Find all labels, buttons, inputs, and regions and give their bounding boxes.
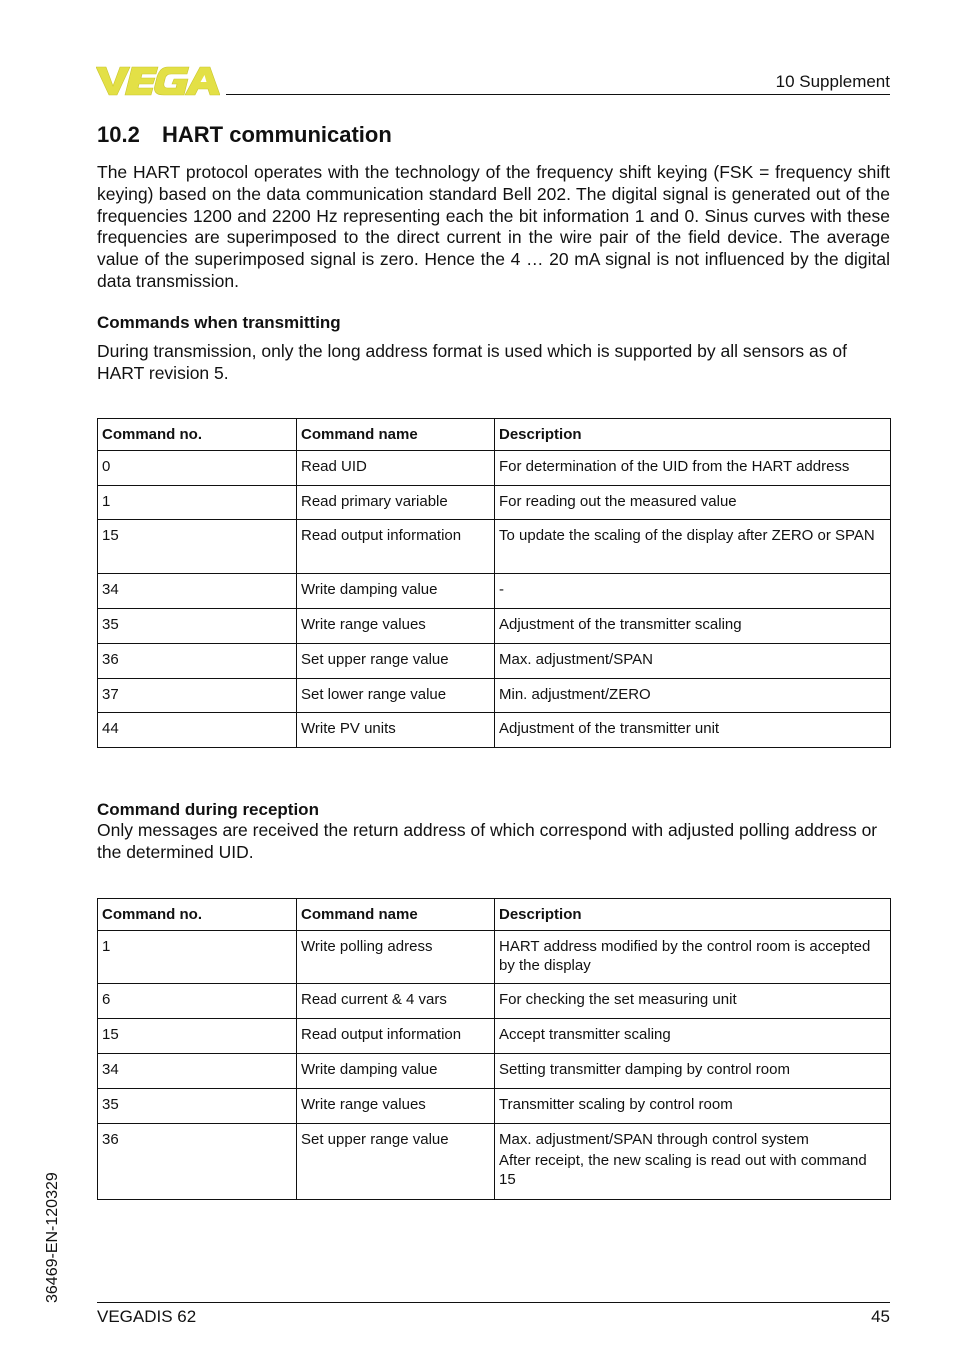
cell-command-name: Set upper range value bbox=[297, 644, 495, 679]
table-row bbox=[98, 679, 891, 713]
cell-command-no: 44 bbox=[98, 713, 297, 748]
chapter-label: 10 Supplement bbox=[775, 72, 890, 91]
cell-command-name: Write damping value bbox=[297, 1054, 495, 1089]
reception-paragraph: Only messages are received the return address of which correspond with adjusted polling address or the determined UID. bbox=[97, 820, 878, 862]
cell-command-name: Read UID bbox=[297, 451, 495, 486]
cell-command-name: Write range values bbox=[297, 609, 495, 644]
header-rule bbox=[226, 94, 890, 95]
cell-command-no: 35 bbox=[98, 609, 297, 644]
column-header: Description bbox=[495, 419, 891, 451]
cell-command-name: Write damping value bbox=[297, 574, 495, 609]
document-code: 36469-EN-120329 bbox=[44, 1172, 61, 1303]
description-text: Max. adjustment/SPAN through control system bbox=[499, 1131, 809, 1148]
description-note: After receipt, the new scaling is read out with command 15 bbox=[499, 1152, 867, 1188]
cell-command-name: Write PV units bbox=[297, 713, 495, 748]
cell-command-name: Write range values bbox=[297, 1089, 495, 1124]
table-header-row bbox=[98, 899, 891, 931]
footer-rule bbox=[97, 1302, 890, 1303]
column-header: Command no. bbox=[98, 419, 297, 451]
cell-command-name: Read output information bbox=[297, 520, 495, 574]
cell-description: To update the scaling of the display after ZERO or SPAN bbox=[495, 520, 891, 574]
cell-command-no: 0 bbox=[98, 451, 297, 486]
cell-command-no: 15 bbox=[98, 520, 297, 574]
table-row bbox=[98, 451, 891, 486]
cell-description: Setting transmitter damping by control room bbox=[495, 1054, 891, 1089]
cell-description: Transmitter scaling by control room bbox=[495, 1089, 891, 1124]
transmit-paragraph: During transmission, only the long address format is used which is supported by all sensors as of HART revision 5. bbox=[97, 341, 847, 383]
product-name: VEGADIS 62 bbox=[97, 1307, 197, 1326]
reception-table bbox=[97, 898, 891, 1200]
cell-command-no: 36 bbox=[98, 1124, 297, 1200]
table-row bbox=[98, 1054, 891, 1089]
cell-command-no: 1 bbox=[98, 931, 297, 984]
column-header: Command name bbox=[297, 899, 495, 931]
table-row bbox=[98, 609, 891, 644]
table-row bbox=[98, 574, 891, 609]
cell-command-name: Write polling adress bbox=[297, 931, 495, 984]
cell-command-no: 15 bbox=[98, 1019, 297, 1054]
cell-description: Max. adjustment/SPAN bbox=[495, 644, 891, 679]
transmit-table bbox=[97, 418, 891, 748]
table-row bbox=[98, 713, 891, 748]
cell-command-no: 37 bbox=[98, 679, 297, 713]
table-row bbox=[98, 984, 891, 1019]
section-title: HART communication bbox=[162, 122, 392, 147]
cell-description: Min. adjustment/ZERO bbox=[495, 679, 891, 713]
table-header-row bbox=[98, 419, 891, 451]
section-number: 10.2 bbox=[97, 122, 140, 147]
transmit-heading: Commands when transmitting bbox=[97, 313, 341, 332]
table-row bbox=[98, 1089, 891, 1124]
section-heading bbox=[97, 122, 392, 148]
reception-heading: Command during reception bbox=[97, 800, 319, 819]
column-header: Command name bbox=[297, 419, 495, 451]
cell-description: For reading out the measured value bbox=[495, 486, 891, 520]
page-number: 45 bbox=[871, 1307, 890, 1326]
table-row bbox=[98, 644, 891, 679]
column-header: Command no. bbox=[98, 899, 297, 931]
cell-command-name: Read primary variable bbox=[297, 486, 495, 520]
cell-command-no: 34 bbox=[98, 574, 297, 609]
column-header: Description bbox=[495, 899, 891, 931]
cell-command-name: Set upper range value bbox=[297, 1124, 495, 1200]
cell-description: Accept transmitter scaling bbox=[495, 1019, 891, 1054]
table-row bbox=[98, 1019, 891, 1054]
cell-description: Adjustment of the transmitter unit bbox=[495, 713, 891, 748]
vega-logo bbox=[96, 65, 220, 97]
cell-description: HART address modified by the control room is accepted by the display bbox=[495, 931, 891, 984]
cell-description: - bbox=[495, 574, 891, 609]
cell-command-no: 1 bbox=[98, 486, 297, 520]
cell-command-name: Set lower range value bbox=[297, 679, 495, 713]
cell-command-no: 35 bbox=[98, 1089, 297, 1124]
cell-description bbox=[495, 1124, 891, 1200]
table-row bbox=[98, 1124, 891, 1200]
cell-command-no: 6 bbox=[98, 984, 297, 1019]
cell-description: For checking the set measuring unit bbox=[495, 984, 891, 1019]
cell-description: Adjustment of the transmitter scaling bbox=[495, 609, 891, 644]
intro-paragraph: The HART protocol operates with the technology of the frequency shift keying (FSK = frequency shift keying) based on the data communication standard Bell 202. The digital signal is generated out of the frequencies 1200 and 2200 Hz representing each the bit information 1 and 0. Sinus curves with these frequencies are superimposed to the direct current in the wire pair of the field device. The average value of the superimposed signal is zero. Hence the 4 … 20 mA signal is not influenced by the digital data transmission. bbox=[97, 162, 890, 291]
cell-description: For determination of the UID from the HART address bbox=[495, 451, 891, 486]
table-row bbox=[98, 486, 891, 520]
cell-command-no: 34 bbox=[98, 1054, 297, 1089]
table-row bbox=[98, 520, 891, 574]
cell-command-name: Read current & 4 vars bbox=[297, 984, 495, 1019]
cell-command-no: 36 bbox=[98, 644, 297, 679]
cell-command-name: Read output information bbox=[297, 1019, 495, 1054]
table-row bbox=[98, 931, 891, 984]
